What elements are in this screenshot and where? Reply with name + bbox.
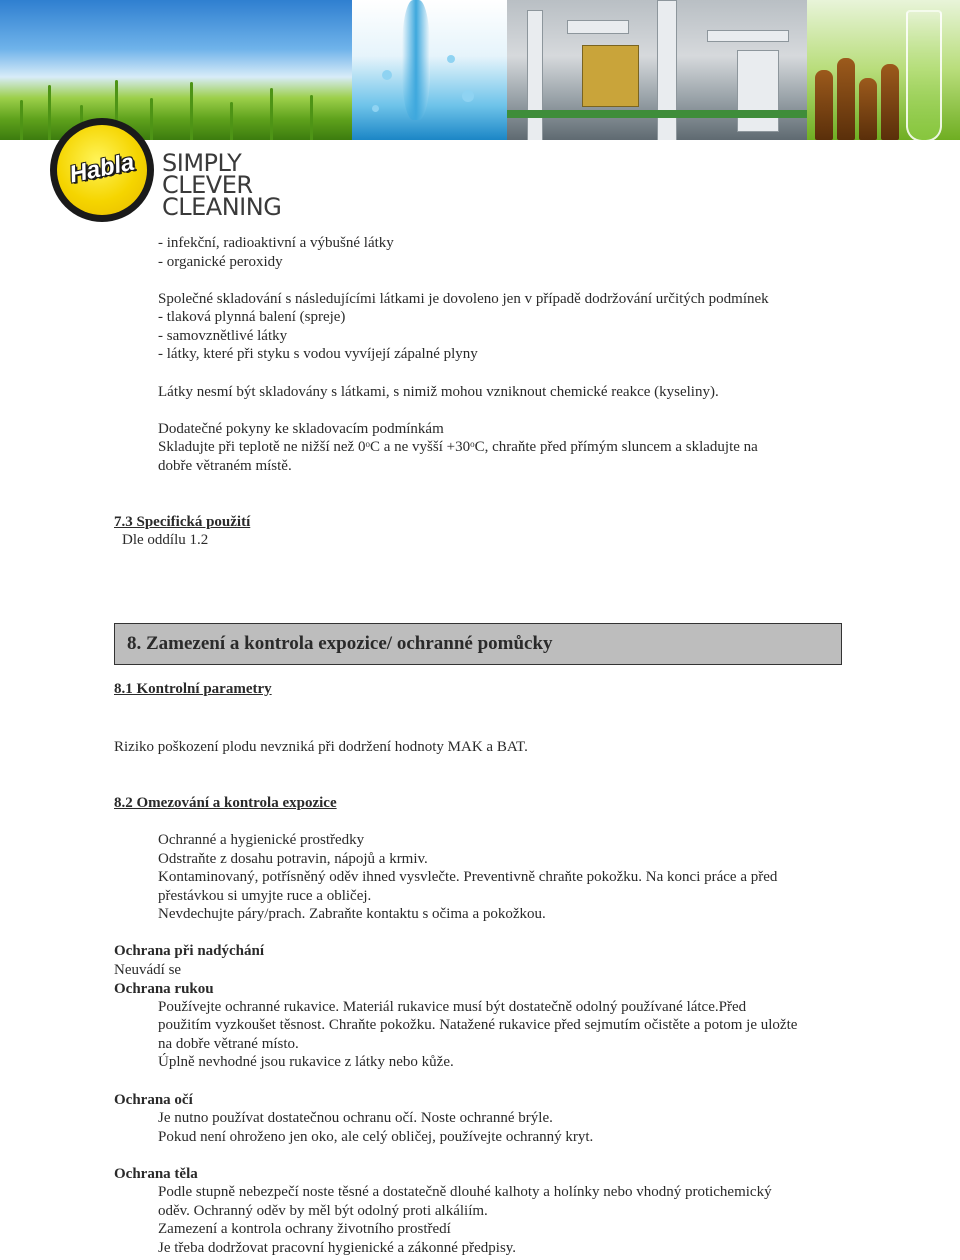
- paragraph-line: použitím vyzkoušet těsnost. Chraňte pokožku. Natažené rukavice před sejmutím očistěte a potom je uložte: [158, 1017, 798, 1033]
- paragraph-line: Zamezení a kontrola ochrany životního prostředí: [158, 1221, 451, 1237]
- list-item: - samovznětlivé látky: [158, 328, 288, 344]
- paragraph-line: Podle stupně nebezpečí noste těsné a dostatečně dlouhé kalhoty a holínky nebo vhodný protichemický: [158, 1184, 772, 1200]
- paragraph-line: Pokud není ohroženo jen oko, ale celý obličej, používejte ochranný kryt.: [158, 1129, 594, 1145]
- eye-protection-title: Ochrana očí: [114, 1092, 193, 1108]
- paragraph-line: Ochranné a hygienické prostředky: [158, 832, 365, 848]
- section-8-1-text: Riziko poškození plodu nevzniká při dodržení hodnoty MAK a BAT.: [114, 739, 528, 755]
- habla-logo: [50, 118, 154, 222]
- bottles-photo: [807, 0, 960, 140]
- section-7-3-text: Dle oddílu 1.2: [122, 532, 209, 548]
- text-part: C a ne vyšší +30: [369, 439, 471, 455]
- water-splash-photo: [352, 0, 507, 140]
- tagline-line: SIMPLY: [162, 149, 242, 177]
- section-8-1-title: 8.1 Kontrolní parametry: [114, 681, 272, 697]
- tagline-line: CLEVER: [162, 171, 253, 199]
- degree-sup: o: [365, 439, 370, 449]
- paragraph-line: Je třeba dodržovat pracovní hygienické a zákonné předpisy.: [158, 1240, 517, 1256]
- temperature-line: [158, 438, 758, 457]
- paragraph-line: Odstraňte z dosahu potravin, nápojů a krmiv.: [158, 851, 428, 867]
- section-7-3-title: 7.3 Specifická použití: [114, 514, 251, 530]
- industrial-plant-photo: [507, 0, 807, 140]
- text-part: C, chraňte před přímým sluncem a skladujte na: [474, 439, 758, 455]
- list-item: - infekční, radioaktivní a výbušné látky: [158, 235, 394, 251]
- paragraph-line: Nevdechujte páry/prach. Zabraňte kontaktu s očima a pokožkou.: [158, 906, 546, 922]
- paragraph-line: Je nutno používat dostatečnou ochranu očí. Noste ochranné brýle.: [158, 1110, 553, 1126]
- list-item: - tlaková plynná balení (spreje): [158, 309, 346, 325]
- paragraph-line: přestávkou si umyjte ruce a obličej.: [158, 888, 372, 904]
- body-protection-title: Ochrana těla: [114, 1166, 198, 1182]
- text-part: Skladujte při teplotě ne nižší než 0: [158, 439, 366, 455]
- paragraph-line: Používejte ochranné rukavice. Materiál rukavice musí být dostatečně odolný používané látce.Před: [158, 999, 747, 1015]
- temperature-line-2: dobře větraném místě.: [158, 458, 292, 474]
- paragraph-line: oděv. Ochranný oděv by měl být odolný proti alkáliím.: [158, 1203, 488, 1219]
- storage-warning: Látky nesmí být skladovány s látkami, s nimiž mohou vzniknout chemické reakce (kyseliny).: [158, 384, 719, 400]
- paragraph-line: na dobře větrané místo.: [158, 1036, 299, 1052]
- degree-sup: o: [470, 439, 475, 449]
- extra-instructions-title: Dodatečné pokyny ke skladovacím podmínkám: [158, 421, 444, 437]
- breathing-protection-text: Neuvádí se: [114, 962, 182, 978]
- list-item: - látky, které při styku s vodou vyvíjejí zápalné plyny: [158, 346, 478, 362]
- paragraph-line: Úplně nevhodné jsou rukavice z látky nebo kůže.: [158, 1054, 454, 1070]
- section-8-header: [114, 623, 842, 665]
- header-banner: [0, 0, 960, 140]
- storage-intro: Společné skladování s následujícími látkami je dovoleno jen v případě dodržování určitých podmínek: [158, 291, 769, 307]
- grass-photo: [0, 0, 352, 140]
- list-item: - organické peroxidy: [158, 254, 283, 270]
- tagline-line: CLEANING: [162, 193, 282, 221]
- section-8-2-title: 8.2 Omezování a kontrola expozice: [114, 795, 337, 811]
- paragraph-line: Kontaminovaný, potřísněný oděv ihned vysvlečte. Preventivně chraňte pokožku. Na konci práce a před: [158, 869, 778, 885]
- section-8-title: 8. Zamezení a kontrola expozice/ ochranné pomůcky: [127, 633, 553, 654]
- logo-text: Habla: [67, 148, 137, 189]
- brand-tagline: [162, 149, 302, 221]
- hand-protection-title: Ochrana rukou: [114, 981, 214, 997]
- breathing-protection-title: Ochrana při nadýchání: [114, 943, 265, 959]
